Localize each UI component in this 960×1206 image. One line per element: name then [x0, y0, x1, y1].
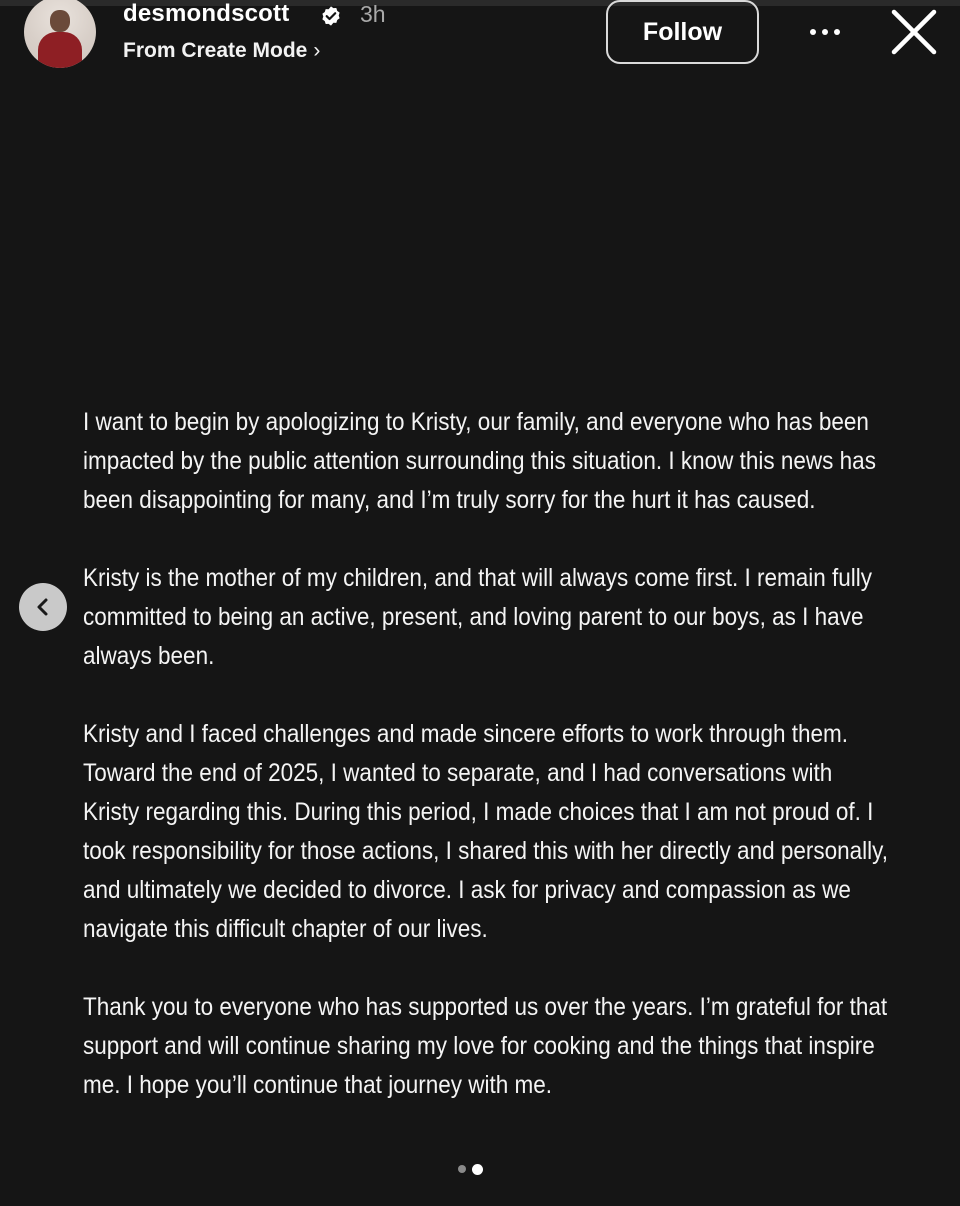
statement-paragraph: I want to begin by apologizing to Kristy, our family, and everyone who has been impacted by the public attention surrounding this situation. I know this news has been disappointing for many, and I’m truly sorry for the hurt it has caused. — [83, 408, 876, 514]
story-pagination — [458, 1162, 498, 1176]
post-time: 3h — [360, 1, 386, 27]
previous-story-button[interactable] — [19, 583, 67, 631]
avatar-head — [50, 10, 70, 32]
more-dot — [822, 29, 828, 35]
statement-text — [83, 403, 893, 1144]
verified-badge-icon — [320, 5, 342, 27]
statement-paragraph: Kristy is the mother of my children, and that will always come first. I remain fully committed to being an active, present, and loving parent to our boys, as I have always been. — [83, 564, 873, 670]
statement-paragraph: Thank you to everyone who has supported us over the years. I’m grateful for that support and will continue sharing my love for cooking and the things that inspire me. I hope you’ll continue that journey with me. — [83, 993, 888, 1099]
avatar-body — [38, 32, 82, 68]
username[interactable]: desmondscott — [123, 0, 290, 27]
more-dot — [810, 29, 816, 35]
statement-paragraph: Kristy and I faced challenges and made sincere efforts to work through them. Toward the end of 2025, I wanted to separate, and I had conversations with Kristy regarding this. During this period, I made choices that I am not proud of. I took responsibility for those actions, I shared this with her directly and personally, and ultimately we decided to divorce. I ask for privacy and compassion as we navigate this difficult chapter of our lives. — [83, 720, 888, 943]
pagination-dot-active — [472, 1164, 483, 1175]
pagination-dot — [458, 1165, 466, 1173]
more-options-icon[interactable] — [800, 16, 850, 48]
follow-button[interactable]: Follow — [606, 0, 759, 64]
create-mode-label: From Create Mode — [123, 39, 308, 62]
close-icon[interactable] — [888, 6, 940, 58]
more-dot — [834, 29, 840, 35]
avatar[interactable] — [24, 0, 96, 68]
chevron-right-icon: › — [313, 39, 321, 62]
chevron-left-icon — [32, 596, 54, 618]
create-mode-link[interactable] — [123, 38, 320, 64]
story-header — [0, 0, 960, 80]
